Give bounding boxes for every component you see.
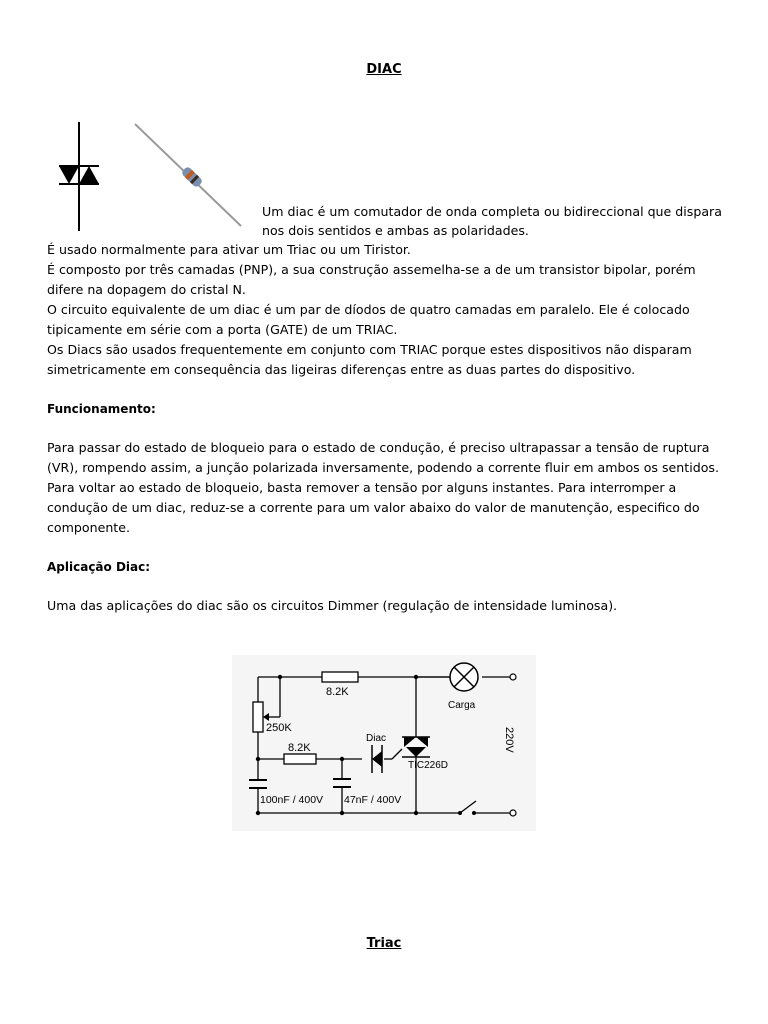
diac-symbol-figure [47,120,247,233]
lamp-icon [450,663,478,691]
funcionamento-line: Para passar do estado de bloqueio para o estado de condução, é preciso ultrapassar a tensão de ruptura [47,440,710,455]
funcionamento-line: Para voltar ao estado de bloqueio, basta remover a tensão por alguns instantes. Para interromper a [47,480,677,495]
terminal-bottom [510,810,516,816]
paragraph-line: É usado normalmente para ativar um Triac ou um Tiristor. [47,242,411,257]
paragraph-line: É composto por três camadas (PNP), a sua construção assemelha-se a de um transistor bipolar, porém [47,262,696,277]
paragraph-line: difere na dopagem do cristal N. [47,282,246,297]
lamp-label: Carga [448,700,476,711]
paragraph-line: O circuito equivalente de um diac é um par de díodos de quatro camadas em paralelo. Ele é colocado [47,302,690,317]
capacitor-47nf-label: 47nF / 400V [344,794,402,806]
paragraph-line: tipicamente em série com a porta (GATE) de um TRIAC. [47,322,398,337]
resistor-mid [284,754,316,764]
funcionamento-line: condução de um diac, reduz-se a corrente para um valor abaixo do valor de manutenção, especifico do [47,500,700,515]
aplicacao-heading: Aplicação Diac: [47,560,151,574]
diac-label: Diac [366,733,387,744]
triac-label: TIC226D [408,760,449,771]
paragraph-line: Os Diacs são usados frequentemente em conjunto com TRIAC porque estes dispositivos não disparam [47,342,692,357]
resistor-top [322,672,358,682]
dimmer-circuit-diagram [232,655,536,831]
funcionamento-line: componente. [47,520,130,535]
voltage-label: 220V [503,727,515,753]
terminal-top [510,674,516,680]
capacitor-100nf-label: 100nF / 400V [260,794,324,806]
resistor-top-label: 8.2K [326,686,349,698]
aplicacao-text: Uma das aplicações do diac são os circuitos Dimmer (regulação de intensidade luminosa). [47,598,618,613]
intro-line-2: nos dois sentidos e ambas as polaridades. [262,223,529,238]
potentiometer [253,702,263,732]
intro-line-1: Um diac é um comutador de onda completa ou bidireccional que dispara [262,204,722,219]
paragraph-line: simetricamente em consequência das ligeiras diferenças entre as duas partes do dispositivo. [47,362,636,377]
funcionamento-heading: Funcionamento: [47,402,156,416]
page-title: DIAC [366,62,402,77]
section-title-triac: Triac [366,936,402,951]
funcionamento-line: (VR), rompendo assim, a junção polarizada inversamente, podendo a corrente fluir em ambos os sentidos. [47,460,719,475]
resistor-mid-label: 8.2K [288,742,311,754]
potentiometer-label: 250K [266,722,292,734]
